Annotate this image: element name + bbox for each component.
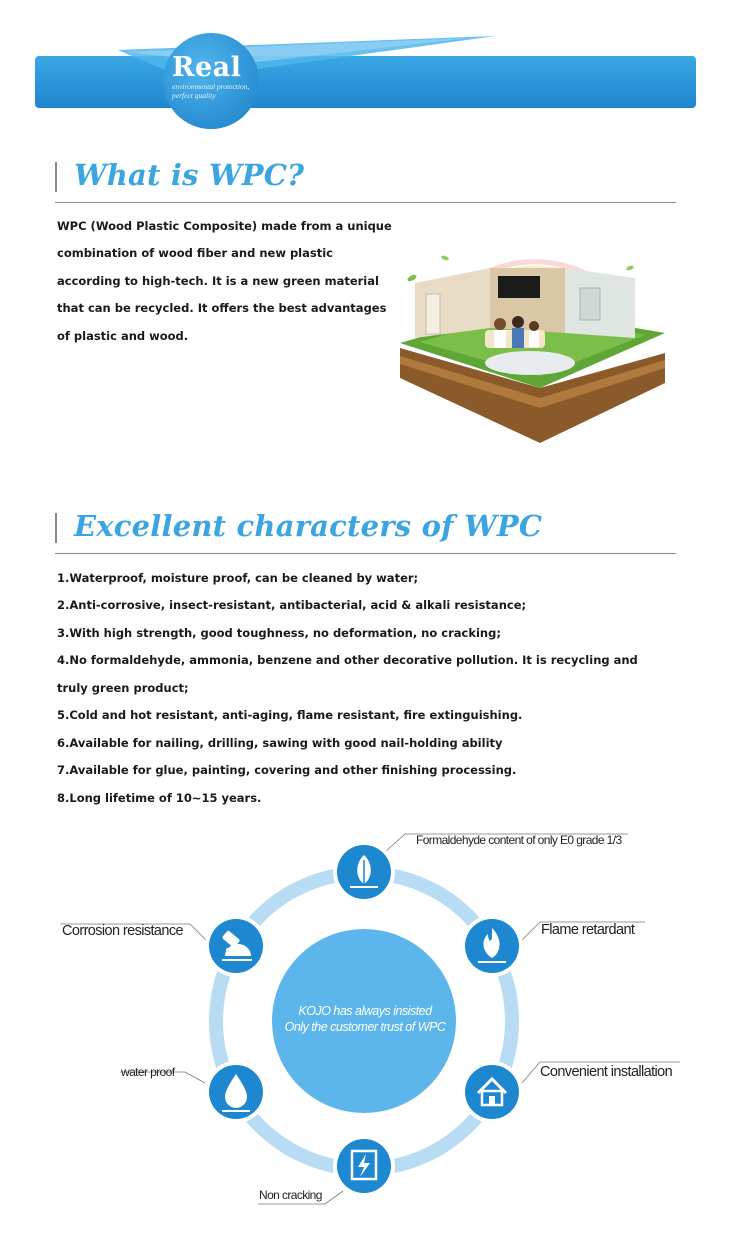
logo-tagline <box>172 82 262 100</box>
node-corrosion-resistance <box>205 915 267 977</box>
node-convenient-installation <box>461 1061 523 1123</box>
feature-line: 6.Available for nailing, drilling, sawing with good nail-holding ability <box>57 736 503 750</box>
center-line-1: KOJO has always insisted <box>298 1004 432 1018</box>
feature-line: 4.No formaldehyde, ammonia, benzene and other decorative pollution. It is recycling and <box>57 653 638 667</box>
feature-line: 5.Cold and hot resistant, anti-aging, flame resistant, fire extinguishing. <box>57 708 523 722</box>
intro-line: of plastic and wood. <box>57 329 189 343</box>
label-non-cracking: Non cracking <box>259 1188 322 1202</box>
intro-line: WPC (Wood Plastic Composite) made from a unique <box>57 219 392 233</box>
house-island-illustration <box>390 238 670 448</box>
title-accent-bar <box>55 162 57 192</box>
node-non-cracking <box>333 1135 395 1197</box>
node-formaldehyde <box>333 841 395 903</box>
section-title-what-is-wpc: What is WPC? <box>74 158 305 192</box>
feature-line: 7.Available for glue, painting, covering and other finishing processing. <box>57 763 517 777</box>
intro-line: combination of wood fiber and new plastic <box>57 246 333 260</box>
logo-tagline-line-2: perfect quality <box>172 91 216 100</box>
center-line-2: Only the customer trust of WPC <box>284 1020 446 1034</box>
section-title-excellent-characters: Excellent characters of WPC <box>74 509 543 543</box>
label-formaldehyde: Formaldehyde content of only E0 grade 1/3 <box>416 833 622 847</box>
feature-line: 3.With high strength, good toughness, no deformation, no cracking; <box>57 626 501 640</box>
intro-line: according to high-tech. It is a new green material <box>57 274 379 288</box>
node-water-proof <box>205 1061 267 1123</box>
label-flame-retardant: Flame retardant <box>541 922 635 938</box>
logo-tagline-line-1: environmental protection, <box>172 82 250 91</box>
label-convenient-installation: Convenient installation <box>540 1064 673 1080</box>
title-accent-bar <box>55 513 57 543</box>
label-corrosion-resistance: Corrosion resistance <box>62 923 183 939</box>
title-divider <box>55 553 676 554</box>
feature-line: 8.Long lifetime of 10~15 years. <box>57 791 262 805</box>
feature-line: 2.Anti-corrosive, insect-resistant, antibacterial, acid & alkali resistance; <box>57 598 527 612</box>
logo-brand: Real <box>172 52 242 83</box>
node-flame-retardant <box>461 915 523 977</box>
swoosh-decoration <box>0 0 730 130</box>
label-water-proof: water proof <box>121 1065 175 1079</box>
intro-line: that can be recycled. It offers the best advantages <box>57 301 387 315</box>
feature-line: truly green product; <box>57 681 189 695</box>
title-divider <box>55 202 676 203</box>
feature-line: 1.Waterproof, moisture proof, can be cleaned by water; <box>57 571 419 585</box>
